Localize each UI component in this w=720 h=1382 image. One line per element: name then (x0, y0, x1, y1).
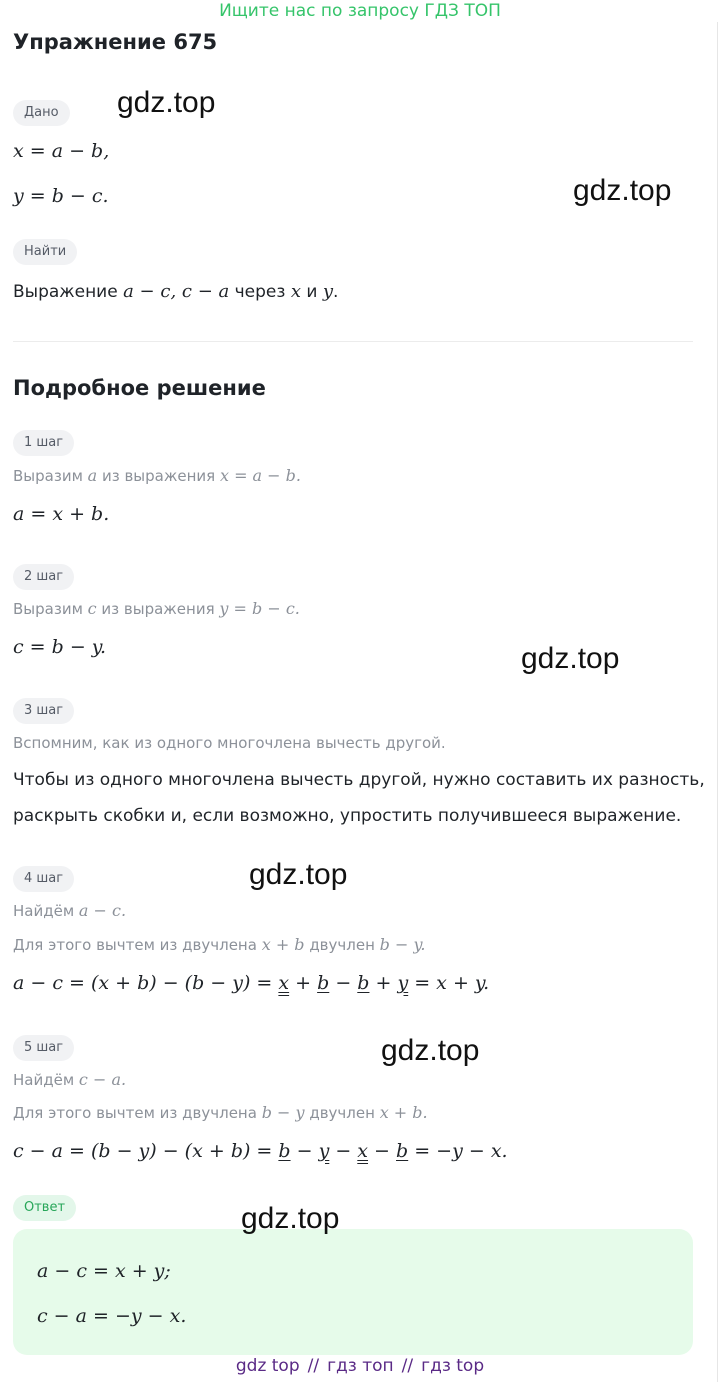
given-line-2: y = b − c. (13, 185, 109, 207)
step-1-result: a = x + b. (13, 503, 110, 525)
solution-title: Подробное решение (13, 376, 266, 400)
step-2-note-var: c (87, 599, 97, 618)
footer-link-1[interactable]: gdz top (235, 1356, 300, 1376)
answer-line-2: c − a = −y − x. (37, 1305, 187, 1327)
footer-links (0, 1356, 720, 1376)
step-1-note-mid: из выражения (97, 467, 220, 485)
step-1-note-var: a (87, 466, 98, 485)
find-var-x: x (290, 281, 301, 302)
find-prefix: Выражение (13, 282, 124, 302)
section-divider (13, 341, 693, 342)
step-5-eq-b-2: b (396, 1140, 409, 1162)
find-chip: Найти (13, 239, 77, 265)
step-1-note-expr: x = a − b. (219, 466, 301, 485)
step-5-eq-end: = −y − x. (408, 1140, 508, 1162)
watermark: gdz.top (249, 858, 348, 891)
step-4-eq-x: x (278, 972, 290, 994)
find-and: и (301, 282, 323, 302)
find-comma: , (170, 281, 182, 302)
given-chip: Дано (13, 100, 70, 126)
step-5-eq-b-1: b (278, 1140, 291, 1162)
step-5-eq-start: c − a = (b − y) − (x + b) = (13, 1140, 279, 1162)
step-5-chip: 5 шаг (13, 1035, 74, 1061)
step-4-eq-op-2: − (329, 972, 358, 994)
step-4-eq-b-1: b (317, 972, 330, 994)
step-3-rule-line-1: Чтобы из одного многочлена вычесть другой, нужно составить их разность, (13, 770, 705, 790)
step-3-rule-line-2: раскрыть скобки и, если возможно, упростить получившееся выражение. (13, 806, 682, 826)
step-4-note-1-prefix: Найдём (13, 902, 79, 920)
step-4-note-1 (13, 901, 126, 920)
step-4-note-2-mid: двучлен (304, 936, 380, 954)
find-text (13, 281, 338, 303)
step-5-note-2-expr-2: x + b. (379, 1103, 428, 1122)
step-5-eq-op-2: − (329, 1140, 358, 1162)
answer-chip: Ответ (13, 1195, 76, 1221)
step-2-chip: 2 шаг (13, 564, 74, 590)
step-4-eq-op-1: + (289, 972, 318, 994)
footer-link-2[interactable]: гдз топ (327, 1356, 394, 1376)
given-line-1: x = a − b, (13, 140, 110, 162)
step-1-chip: 1 шаг (13, 430, 74, 456)
watermark: gdz.top (117, 86, 216, 119)
page-title: Упражнение 675 (13, 30, 218, 54)
step-4-note-2-prefix: Для этого вычтем из двучлена (13, 936, 262, 954)
step-2-note (13, 599, 300, 618)
find-mid: через (229, 282, 291, 302)
step-4-note-1-expr: a − c. (78, 901, 127, 920)
step-5-equation (13, 1140, 508, 1162)
step-3-chip: 3 шаг (13, 698, 74, 724)
step-5-note-2-expr-1: b − y (261, 1103, 305, 1122)
step-2-result: c = b − y. (13, 636, 107, 658)
step-4-chip: 4 шаг (13, 866, 74, 892)
answer-box (13, 1229, 693, 1355)
footer-separator: // (401, 1356, 414, 1376)
step-2-note-mid: из выражения (96, 600, 220, 618)
find-var-y: y (322, 281, 334, 302)
step-4-eq-b-2: b (357, 972, 370, 994)
step-5-note-1 (13, 1070, 126, 1089)
watermark: gdz.top (573, 174, 672, 207)
step-4-note-2 (13, 935, 426, 954)
step-4-eq-op-3: + (369, 972, 398, 994)
step-5-note-1-prefix: Найдём (13, 1071, 79, 1089)
step-2-note-prefix: Выразим (13, 600, 88, 618)
find-expr-2: c − a (181, 281, 230, 302)
step-5-eq-y: y (318, 1140, 330, 1162)
footer-separator: // (307, 1356, 320, 1376)
step-4-eq-start: a − c = (x + b) − (b − y) = (13, 972, 279, 994)
step-5-eq-x: x (357, 1140, 369, 1162)
find-expr-1: a − c (123, 281, 171, 302)
step-4-note-2-expr-1: x + b (261, 935, 305, 954)
step-5-note-1-expr: c − a. (78, 1070, 127, 1089)
watermark: gdz.top (241, 1202, 340, 1235)
search-banner: Ищите нас по запросу ГДЗ ТОП (219, 1, 501, 21)
step-4-equation (13, 972, 489, 994)
step-5-eq-op-3: − (368, 1140, 397, 1162)
right-divider (717, 22, 718, 1382)
watermark: gdz.top (381, 1034, 480, 1067)
step-4-note-2-expr-2: b − y. (379, 935, 426, 954)
step-4-eq-y: y (397, 972, 409, 994)
step-5-note-2-mid: двучлен (304, 1104, 380, 1122)
watermark: gdz.top (521, 642, 620, 675)
step-2-note-expr: y = b − c. (219, 599, 300, 618)
footer-link-3[interactable]: гдз top (421, 1356, 485, 1376)
answer-line-1: a − c = x + y; (37, 1260, 171, 1282)
step-5-note-2-prefix: Для этого вычтем из двучлена (13, 1104, 262, 1122)
step-5-note-2 (13, 1103, 428, 1122)
step-3-note: Вспомним, как из одного многочлена вычесть другой. (13, 734, 446, 752)
step-1-note-prefix: Выразим (13, 467, 88, 485)
step-5-eq-op-1: − (290, 1140, 319, 1162)
step-1-note (13, 466, 301, 485)
step-4-eq-end: = x + y. (408, 972, 490, 994)
find-end: . (333, 282, 339, 302)
